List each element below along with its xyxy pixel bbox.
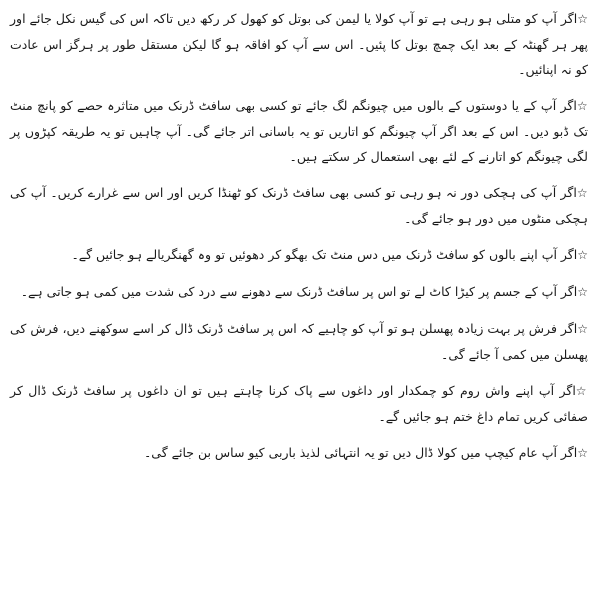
tip-paragraph-5	[10, 279, 588, 305]
star-bullet-icon: ☆	[575, 384, 588, 398]
tip-text: اگر آپ کے یا دوستوں کے بالوں میں چیونگم لگ جائے تو کسی بھی سافٹ ڈرنک میں متاثرہ حصے کو پانچ منٹ تک ڈبو دیں۔ اس کے بعد اگر آپ چیونگم کو اتاریں تو یہ باسانی اتر جائے گی۔ آپ چاہیں تو یہ طریقہ کپڑوں پر لگی چیونگم کو اتارنے کے لئے بھی استعمال کر سکتے ہیں۔	[10, 98, 588, 164]
star-bullet-icon: ☆	[577, 12, 588, 26]
tip-text: اگر آپ کے جسم پر کیڑا کاٹ لے تو اس پر سافٹ ڈرنک سے دھونے سے درد کی شدت میں کمی ہو جاتی ہے۔	[20, 284, 578, 299]
star-bullet-icon: ☆	[576, 186, 588, 200]
star-bullet-icon: ☆	[576, 99, 588, 113]
star-bullet-icon: ☆	[577, 285, 588, 299]
tip-text: اگر آپ کو متلی ہو رہی ہے تو آپ کولا یا لیمن کی بوتل کو کھول کر رکھ دیں تاکہ اس کی گیس نکل جائے اور پھر ہر گھنٹہ کے بعد ایک چمچ بوتل کا پئیں۔ اس سے آپ کو افاقہ ہو گا لیکن مستقل طور پر ہرگز اس عادت کو نہ اپنائیں۔	[10, 11, 588, 77]
star-bullet-icon: ☆	[577, 446, 588, 460]
tip-paragraph-7	[10, 378, 588, 429]
tip-paragraph-8	[10, 440, 588, 466]
tip-text: اگر فرش پر بہت زیادہ پھسلن ہو تو آپ کو چاہیے کہ اس پر سافٹ ڈرنک ڈال کر اسے سوکھنے دیں، فرش کی پھسلن میں کمی آ جائے گی۔	[10, 321, 588, 362]
tip-text: اگر آپ اپنے واش روم کو چمکدار اور داغوں سے پاک کرنا چاہتے ہیں تو ان داغوں پر سافٹ ڈرنک ڈال کر صفائی کریں تمام داغ ختم ہو جائیں گے۔	[10, 383, 588, 424]
star-bullet-icon: ☆	[577, 322, 588, 336]
tip-paragraph-4	[10, 242, 588, 268]
tip-paragraph-3	[10, 180, 588, 231]
tip-paragraph-6	[10, 316, 588, 367]
star-bullet-icon: ☆	[577, 248, 588, 262]
tip-text: اگر آپ اپنے بالوں کو سافٹ ڈرنک میں دس منٹ تک بھگو کر دھوئیں تو وہ گھنگریالے ہو جائیں گے۔	[71, 247, 578, 262]
tip-text: اگر آپ عام کیچپ میں کولا ڈال دیں تو یہ انتہائی لذیذ باربی کیو ساس بن جائے گی۔	[143, 445, 578, 460]
tip-text: اگر آپ کی ہچکی دور نہ ہو رہی تو کسی بھی سافٹ ڈرنک کو ٹھنڈا کریں اور اس سے غرارے کریں۔ آپ کی ہچکی منٹوں میں دور ہو جائے گی۔	[10, 185, 588, 226]
tip-paragraph-1	[10, 6, 588, 82]
tip-paragraph-2	[10, 93, 588, 169]
